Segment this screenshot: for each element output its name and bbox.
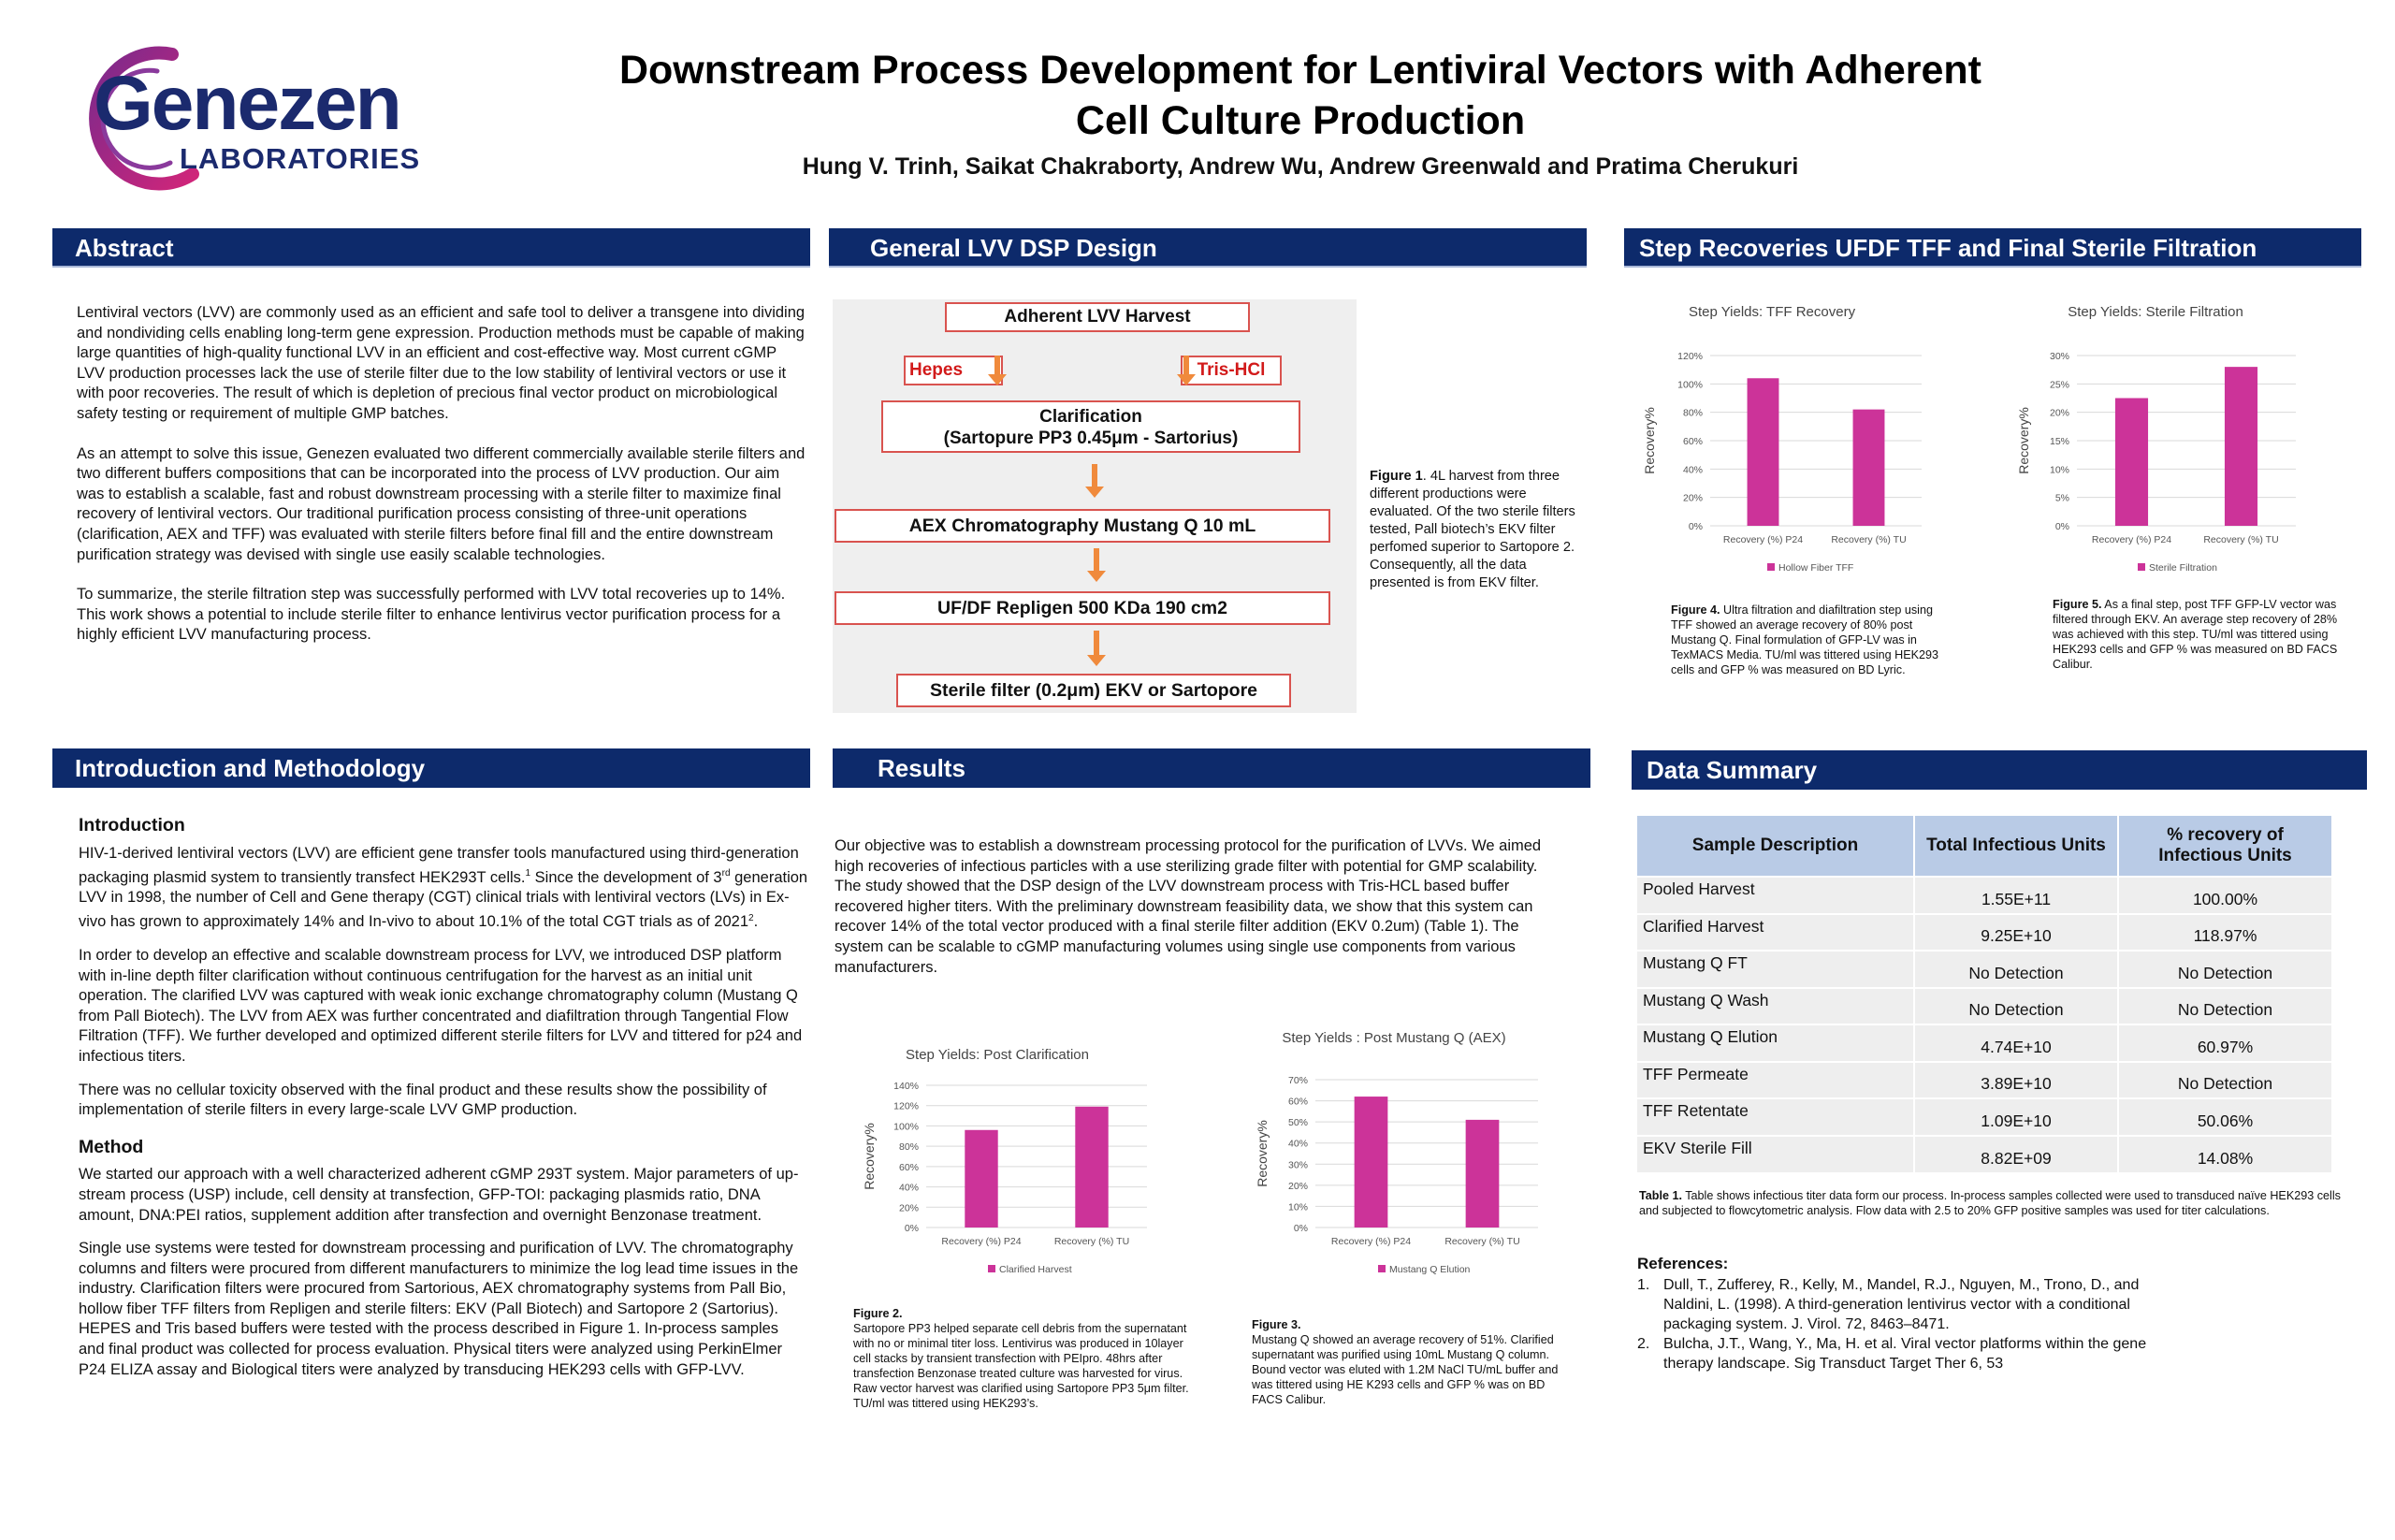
chart-tick-label: 40% [898, 1182, 919, 1194]
figure1-label: Figure 1 [1370, 469, 1423, 484]
chart-category-label: Recovery (%) P24 [1330, 1236, 1412, 1247]
lvv-design-header: General LVV DSP Design [829, 228, 1587, 268]
chart-title: Step Yields: TFF Recovery [1688, 304, 1856, 320]
intro-paragraph: HIV-1-derived lentiviral vectors (LVV) are efficient gene transfer tools manufactured using third-generation packaging plasmid system to transiently transfect HEK293T cells.$^1$ Since the development of 3rd generation LVV in 1998, the number of Cell and Gene therapy (CGT) clinical trials with lentiviral vectors (LVs) in Ex-vivo has grown to approximately 14% and In-vivo to about 10.1% of the total CGT trials as of 2021$^2$. [79, 844, 808, 931]
figure2-caption [853, 1306, 1199, 1411]
chart-tick-label: 20% [898, 1202, 919, 1214]
chart-legend-label: Hollow Fiber TFF [1778, 562, 1854, 574]
chart-category-label: Recovery (%) TU [1831, 534, 1907, 545]
chart-y-label: Recovery% [1255, 1120, 1270, 1187]
chart-y-label: Recovery% [862, 1123, 877, 1190]
data-summary-table [1637, 816, 2333, 1172]
logo-subtitle: LABORATORIES [180, 142, 421, 175]
method-paragraph: Single use systems were tested for downstream processing and purification of LVV. The chromatography columns and filters were procured from different manufacturers to minimize the log lead time issues in the industry. Clarification filters were procured from Sartorious, AEX chromatography systems from Pall Bio, hollow fiber TFF filters from Repligen and sterile filters: EKV (Pall Biotech) and Sartopore 2 (Sartorius). HEPES and Tris based buffers were tested with the process described in Figure 1. In-process samples and final product was collected for process evaluation. Physical titers were analyzed using PerkinElmer P24 ELIZA assay and Biological titers were analyzed by transducing HEK293 cells with GFP-LVV. [79, 1240, 799, 1378]
chart-tick-label: 70% [1287, 1075, 1308, 1086]
chart-tick-label: 5% [2054, 492, 2069, 504]
method-heading: Method [79, 1136, 144, 1157]
figure5-caption [2053, 597, 2339, 672]
chart-tick-label: 20% [1287, 1180, 1308, 1192]
chart-bar [1075, 1107, 1108, 1228]
chart-tick-label: 100% [1677, 379, 1703, 391]
post-clarification-chart [861, 1040, 1166, 1300]
table-cell-recovery: 60.97% [2118, 1024, 2332, 1062]
chart-bar [1466, 1120, 1500, 1228]
author-list: Hung V. Trinh, Saikat Chakraborty, Andrew Wu, Andrew Greenwald and Pratima Cherukuri [802, 153, 1799, 180]
table-row [1637, 951, 2332, 988]
chart-legend-swatch [988, 1265, 995, 1272]
intro-body [79, 816, 808, 1400]
chart-category-label: Recovery (%) TU [2203, 534, 2279, 545]
chart-legend-swatch [1767, 563, 1775, 571]
chart-category-label: Recovery (%) TU [1053, 1236, 1130, 1247]
table-cell-units: 8.82E+09 [1914, 1136, 2118, 1173]
chart-tick-label: 25% [2049, 379, 2069, 391]
table-row [1637, 877, 2332, 914]
data-summary-header: Data Summary [1632, 750, 2367, 790]
chart-tick-label: 0% [1293, 1223, 1308, 1234]
chart-category-label: Recovery (%) TU [1444, 1236, 1520, 1247]
chart-category-label: Recovery (%) P24 [2091, 534, 2172, 545]
intro-paragraph: There was no cellular toxicity observed with the final product and these results show the possibility of implementation of sterile filters in every large-scale LVV GMP production. [79, 1081, 767, 1119]
chart-legend-label: Sterile Filtration [2149, 562, 2217, 574]
chart-tick-label: 60% [1682, 436, 1703, 447]
chart-tick-label: 15% [2049, 436, 2069, 447]
table-cell-recovery: No Detection [2118, 1062, 2332, 1099]
chart-tick-label: 0% [904, 1223, 919, 1234]
chart-svg [2015, 298, 2320, 578]
chart-tick-label: 100% [893, 1121, 919, 1133]
chart-tick-label: 30% [2049, 351, 2069, 362]
table-cell-sample: Pooled Harvest [1637, 877, 1914, 914]
chart-legend-label: Mustang Q Elution [1389, 1264, 1471, 1275]
figure1-caption [1370, 468, 1590, 592]
table-cell-units: 1.09E+10 [1914, 1098, 2118, 1136]
chart-tick-label: 40% [1287, 1138, 1308, 1150]
chart-tick-label: 30% [1287, 1159, 1308, 1171]
figure3-text: Mustang Q showed an average recovery of 51%. Clarified supernatant was purified using 10mL Mustang Q column. Bound vector was eluted with 1.2M NaCl TU/mL buffer and was tittered using HE K293 cells and GFP % was on BD FACS Calibur. [1252, 1333, 1559, 1406]
chart-tick-label: 80% [898, 1141, 919, 1154]
table-cell-sample: Mustang Q Wash [1637, 988, 1914, 1025]
chart-category-label: Recovery (%) P24 [941, 1236, 1022, 1247]
figure1-text: . 4L harvest from three different productions were evaluated. Of the two sterile filters tested, Pall biotech’s EKV filter perfomed superior to Sartopore 2. Consequently, all the data presented is from EKV filter. [1370, 469, 1575, 590]
table-cell-recovery: 100.00% [2118, 877, 2332, 914]
table-cell-sample: Clarified Harvest [1637, 914, 1914, 952]
figure3-caption [1252, 1317, 1570, 1407]
table-header-row [1637, 816, 2332, 877]
abstract-body [77, 303, 806, 665]
intro-paragraph: In order to develop an effective and scalable downstream process for LVV, we introduced DSP platform with in-line depth filter clarification without continuous centrifugation for the harvest as an initial unit operation. The clarified LVV was captured with weak ionic exchange chromatography column (Mustang Q from Pall Biotech). The LVV from AEX was further concentrated and diafiltration through Tangential Flow Filtration (TFF). We further developed and optimized different sterile filters for LVV and tittered for p24 and infectious titers. [79, 946, 803, 1065]
table-cell-sample: TFF Retentate [1637, 1098, 1914, 1136]
table-cell-sample: Mustang Q FT [1637, 951, 1914, 988]
chart-tick-label: 120% [1677, 351, 1703, 362]
chart-tick-label: 60% [898, 1161, 919, 1173]
chart-tick-label: 20% [2049, 407, 2069, 419]
table-cell-units: No Detection [1914, 951, 2118, 988]
tff-recovery-chart [1641, 298, 1946, 578]
figure4-label: Figure 4. [1671, 603, 1720, 617]
chart-tick-label: 40% [1682, 464, 1703, 476]
chart-tick-label: 80% [1682, 407, 1703, 419]
intro-header: Introduction and Methodology [52, 748, 810, 788]
chart-bar [965, 1130, 997, 1228]
table-cell-recovery: 14.08% [2118, 1136, 2332, 1173]
chart-bar [1355, 1097, 1388, 1228]
chart-title: Step Yields : Post Mustang Q (AEX) [1282, 1030, 1506, 1046]
table-cell-units: 4.74E+10 [1914, 1024, 2118, 1062]
chart-tick-label: 0% [2054, 521, 2069, 532]
reference-item: 2. Bulcha, J.T., Wang, Y., Ma, H. et al. Viral vector platforms within the gene therapy landscape. Sig Transduct Target Ther 6, 53 [1637, 1336, 2147, 1372]
figure2-text: Sartopore PP3 helped separate cell debris from the supernatant with no or minimal titer loss. Lentivirus was produced in 10layer cell stacks by transient transfection with PEIpro. 48hrs after transfection Benzonase treated culture was harvested for virus. Raw vector harvest was clarified using Sartopore PP3 5μm filter. TU/ml was tittered using HEK293’s. [853, 1322, 1189, 1410]
method-paragraph: We started our approach with a well characterized adherent cGMP 293T system. Major parameters of up-stream process (USP) include, cell density at transfection, GFP-TOI: packaging plasmids ratio, DNA amount, DNA:PEI ratios, supplement addition after transfection and overnight Benzonase treatment. [79, 1166, 799, 1224]
abstract-paragraph: Lentiviral vectors (LVV) are commonly used as an efficient and safe tool to deliver a transgene into dividing and nondividing cells enabling long-term gene expression. Production methods must be capable of making large quantities of high-quality functional LVV in an efficient and cost-effective way. Most current cGMP LVV production processes lack the use of sterile filter due to the low stability of lentiviral vectors or use it with poor recoveries. The result of which is depletion of precious final vector product on microbiological safety testing or requirement of multiple GMP batches. [77, 304, 806, 422]
results-paragraph: Our objective was to establish a downstream processing protocol for the purification of LVVs. We aimed high recoveries of infectious particles with a use sterilizing grade filter with potential for GMP scalability. The study showed that the DSP design of the LVV downstream process with Tris-HCL based buffer recovered higher titers. With the preliminary downstream feasibility data, we show that this system can recover 14% of the total vector produced with a final sterile filter addition (EKV 0.2um) (Table 1). The system can be scalable to cGMP manufacturing volumes using single use components from various manufacturers. [835, 837, 1542, 976]
chart-tick-label: 10% [1287, 1201, 1308, 1213]
table-cell-units: 9.25E+10 [1914, 914, 2118, 952]
poster-title: Downstream Process Development for Lentiviral Vectors with Adherent Cell Culture Production [618, 48, 1982, 143]
chart-y-label: Recovery% [1642, 407, 1657, 474]
flow-clarification-box: Clarification (Sartopure PP3 0.45μm - Sartorius) [881, 400, 1300, 453]
references-heading: References: [1637, 1255, 1729, 1272]
reference-item: 1. Dull, T., Zufferey, R., Kelly, M., Mandel, R.J., Nguyen, M., Trono, D., and Naldini, L. (1998). A third-generation lentivirus vector with a conditional packaging system. J. Virol. 72, 8463–8471. [1637, 1277, 2140, 1332]
chart-svg [1641, 298, 1946, 578]
table-cell-units: No Detection [1914, 988, 2118, 1025]
chart-tick-label: 10% [2049, 464, 2069, 476]
table-cell-recovery: 50.06% [2118, 1098, 2332, 1136]
table1-label: Table 1. [1639, 1189, 1682, 1202]
chart-tick-label: 20% [1682, 492, 1703, 504]
step-recoveries-header: Step Recoveries UFDF TFF and Final Sterile Filtration [1624, 228, 2361, 268]
sterile-filtration-chart [2015, 298, 2320, 578]
table-header-cell: % recovery of Infectious Units [2118, 816, 2332, 877]
flow-ufdf-box: UF/DF Repligen 500 KDa 190 cm2 [835, 591, 1330, 625]
chart-tick-label: 50% [1287, 1117, 1308, 1129]
chart-category-label: Recovery (%) P24 [1722, 534, 1804, 545]
table-cell-recovery: 118.97% [2118, 914, 2332, 952]
chart-tick-label: 0% [1688, 521, 1703, 532]
chart-bar [2115, 399, 2148, 527]
flow-harvest-box: Adherent LVV Harvest [945, 302, 1250, 332]
table-row [1637, 914, 2332, 952]
table-cell-recovery: No Detection [2118, 951, 2332, 988]
figure5-label: Figure 5. [2053, 598, 2102, 611]
chart-tick-label: 140% [893, 1081, 919, 1092]
table-cell-sample: EKV Sterile Fill [1637, 1136, 1914, 1173]
chart-y-label: Recovery% [2016, 407, 2031, 474]
figure3-label: Figure 3. [1252, 1318, 1301, 1331]
table-row [1637, 1024, 2332, 1062]
flow-sterile-box: Sterile filter (0.2μm) EKV or Sartopore [896, 674, 1291, 707]
intro-heading: Introduction [79, 815, 185, 835]
abstract-paragraph: To summarize, the sterile filtration step was successfully performed with LVV total recoveries up to 14%. This work shows a potential to include sterile filter to enhance lentivirus vector purification process for a highly efficient LVV manufacturing process. [77, 586, 786, 644]
figure5-text: As a final step, post TFF GFP-LV vector was filtered through EKV. An average step recovery of 28% was achieved with this step. TU/ml was tittered using HEK293 cells and GFP % was measured on BD FACS Calibur. [2053, 598, 2338, 671]
chart-legend-label: Clarified Harvest [999, 1264, 1072, 1275]
chart-tick-label: 120% [893, 1100, 919, 1112]
chart-legend-swatch [1378, 1265, 1386, 1272]
table-row [1637, 1098, 2332, 1136]
chart-tick-label: 60% [1287, 1096, 1308, 1108]
chart-bar [2225, 367, 2257, 526]
flow-hepes-box: Hepes [904, 356, 1003, 385]
chart-bar [1853, 410, 1885, 526]
chart-title: Step Yields: Sterile Filtration [2068, 304, 2243, 320]
flow-aex-box: AEX Chromatography Mustang Q 10 mL [835, 509, 1330, 543]
results-header: Results [833, 748, 1590, 788]
dsp-flow-diagram [833, 299, 1357, 713]
chart-svg [861, 1040, 1166, 1300]
chart-title: Step Yields: Post Clarification [906, 1047, 1089, 1063]
abstract-paragraph: As an attempt to solve this issue, Genezen evaluated two different commercially available sterile filters and two different buffers compositions that can be incorporated into the process of LVV production. Our aim was to establish a scalable, fast and robust downstream processing with a sterile filter to maximize final recovery of lentiviral vectors. Our traditional purification process consisting of three-unit operations (clarification, AEX and TFF) was evaluated with sterile filters before final fill and the entire downstream purification strategy was devised with single use easily scalable technologies. [77, 444, 806, 563]
table-cell-units: 3.89E+10 [1914, 1062, 2118, 1099]
chart-svg [1254, 1024, 1559, 1300]
post-mustang-chart [1254, 1024, 1559, 1300]
table-row [1637, 988, 2332, 1025]
company-logo [52, 34, 464, 193]
table1-caption [1639, 1188, 2350, 1218]
table-header-cell: Sample Description [1637, 816, 1914, 877]
table-cell-sample: TFF Permeate [1637, 1062, 1914, 1099]
table-cell-sample: Mustang Q Elution [1637, 1024, 1914, 1062]
logo-wordmark: Genezen [94, 61, 400, 146]
table-row [1637, 1136, 2332, 1173]
references [1637, 1254, 2348, 1373]
results-body [835, 836, 1555, 997]
figure4-caption [1671, 603, 1957, 677]
figure4-text: Ultra filtration and diafiltration step using TFF showed an average recovery of 80% post Mustang Q. Final formulation of GFP-LV was in TexMACS Media. TU/ml was tittered using HEK293 cells and GFP % was measured on BD Lyric. [1671, 603, 1939, 676]
abstract-header: Abstract [52, 228, 810, 268]
figure2-label: Figure 2. [853, 1307, 903, 1320]
flow-tris-box: Tris-HCl [1181, 356, 1282, 385]
table1-text: Table shows infectious titer data form our process. In-process samples collected were used to transduced naïve HEK293 cells and subjected to flowcytometric analysis. Flow data with 2.5 to 20% GFP positive samples was used for titer calculations. [1639, 1189, 2341, 1217]
table-cell-recovery: No Detection [2118, 988, 2332, 1025]
table-row [1637, 1062, 2332, 1099]
chart-legend-swatch [2138, 563, 2145, 571]
table-cell-units: 1.55E+11 [1914, 877, 2118, 914]
chart-bar [1748, 378, 1779, 526]
table-header-cell: Total Infectious Units [1914, 816, 2118, 877]
